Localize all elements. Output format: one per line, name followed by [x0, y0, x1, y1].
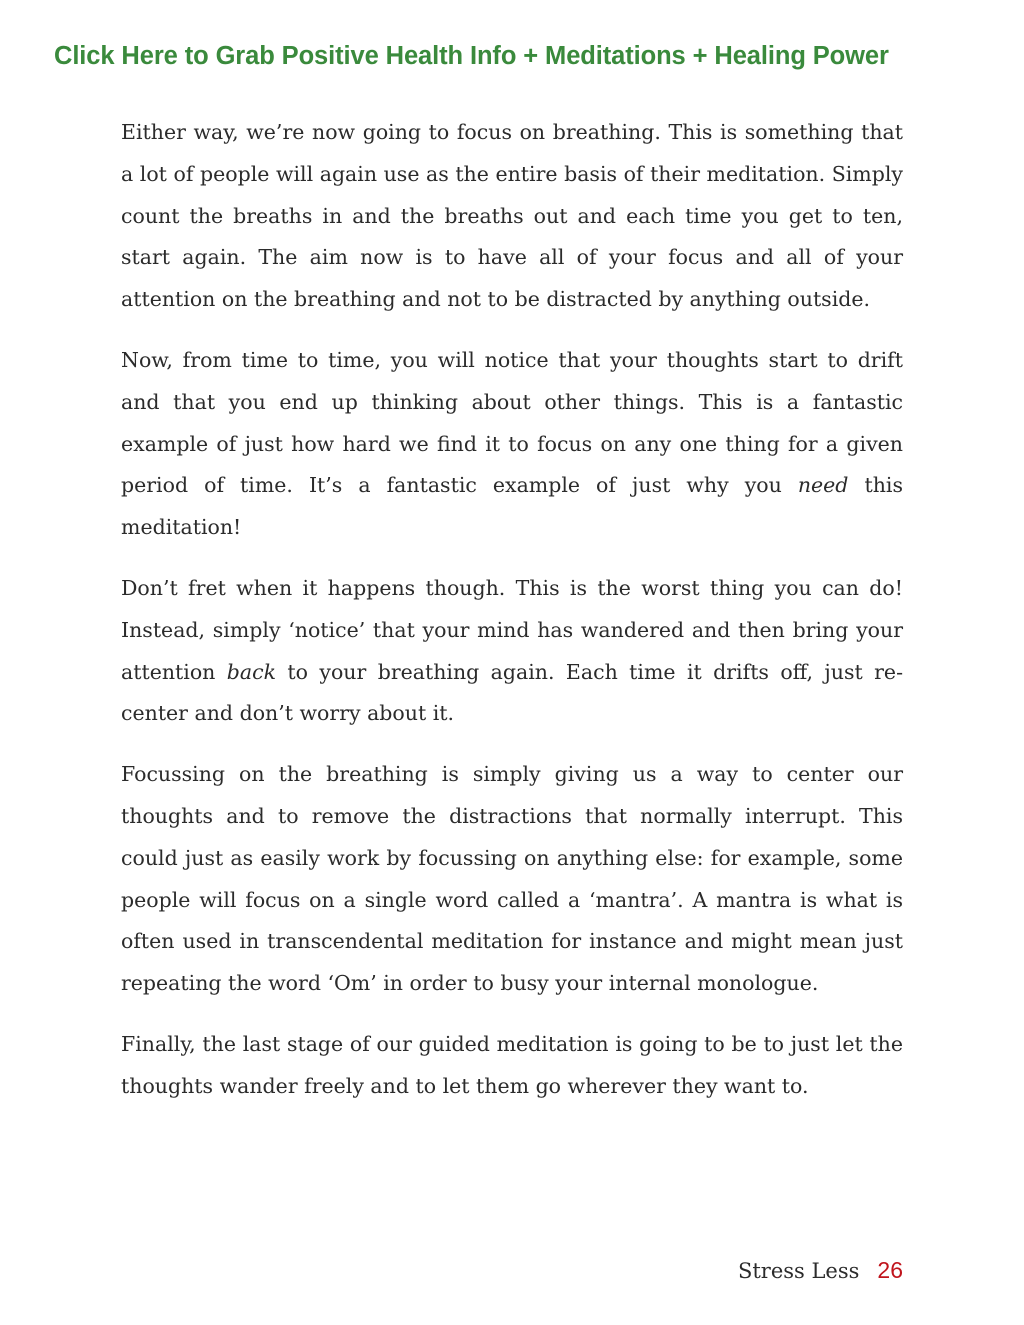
emphasis-text: back	[226, 659, 277, 684]
page-body	[121, 112, 903, 1127]
page-footer	[738, 1257, 903, 1284]
paragraph-text: Now, from time to time, you will notice that your thoughts start to drift and that you end up thinking about other things. This is a fantastic example of just how hard we find it to focus on any one thing for a given period of time. It’s a fantastic example of just why you	[121, 347, 903, 498]
paragraph-final-stage: Finally, the last stage of our guided meditation is going to be to just let the thoughts wander freely and to let them go wherever they want to.	[121, 1031, 903, 1098]
promo-link[interactable]: Click Here to Grab Positive Health Info + Meditations + Healing Power	[54, 42, 889, 70]
paragraph-text: Don’t fret when it happens though. This is the worst thing you can do! Instead, simply ‘notice’ that your mind has wandered and then bring your attention	[121, 575, 903, 684]
page-number: 26	[877, 1257, 903, 1283]
paragraph-breathing-focus: Either way, we’re now going to focus on breathing. This is something that a lot of people will again use as the entire basis of their meditation. Simply count the breaths in and the breaths out and each time you get to ten, start again. The aim now is to have all of your focus and all of your attention on the breathing and not to be distracted by anything outside.	[121, 120, 903, 312]
book-title: Stress Less	[737, 1259, 860, 1283]
emphasis-text: need	[797, 473, 849, 498]
paragraph-dont-fret	[121, 568, 903, 735]
paragraph-drifting-thoughts	[121, 340, 903, 549]
paragraph-text: to your breathing again. Each time it drifts off, just re-center and don’t worry about it.	[121, 659, 903, 726]
paragraph-text: this meditation!	[121, 473, 903, 540]
paragraph-mantra: Focussing on the breathing is simply giving us a way to center our thoughts and to remove the distractions that normally interrupt. This could just as easily work by focussing on anything else: for example, some people will focus on a single word called a ‘mantra’. A mantra is what is often used in transcendental meditation for instance and might mean just repeating the word ‘Om’ in order to busy your internal monologue.	[121, 762, 903, 996]
